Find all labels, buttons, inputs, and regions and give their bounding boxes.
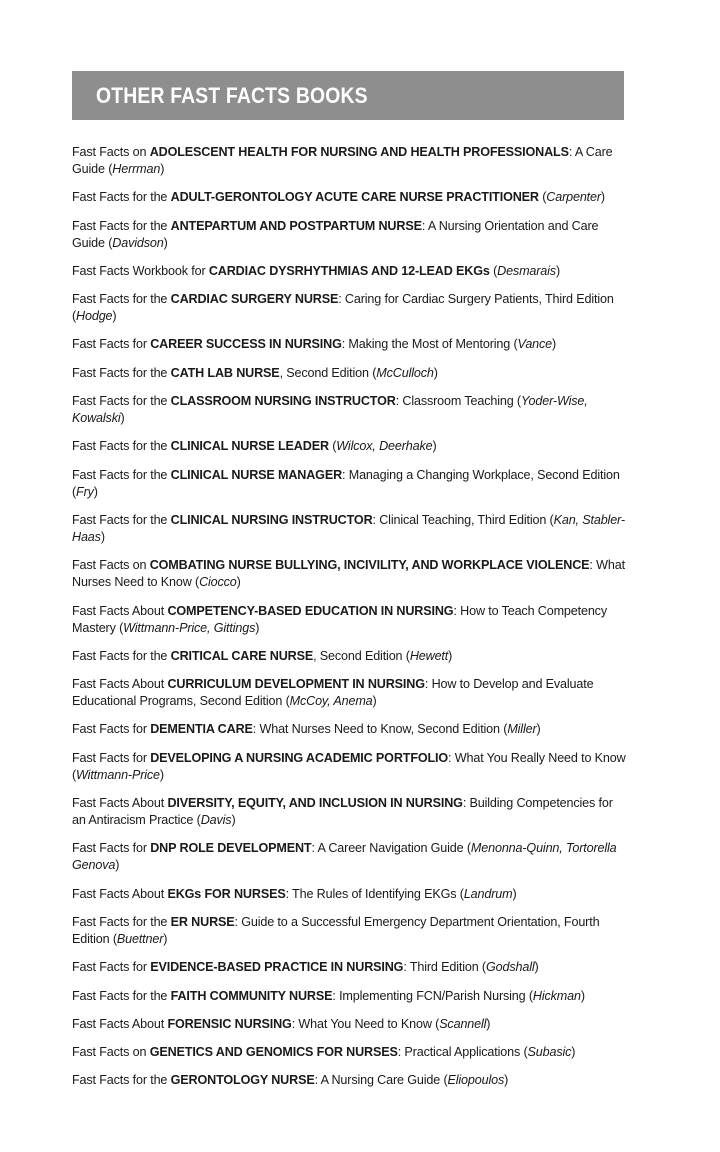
book-item: Fast Facts on ADOLESCENT HEALTH FOR NURSING AND HEALTH PROFESSIONALS: A Care Guide (Herrman)	[72, 145, 613, 176]
book-topic: FAITH COMMUNITY NURSE	[170, 988, 333, 1003]
book-authors: Wilcox, Deerhake	[336, 439, 433, 454]
book-authors: Herrman	[112, 162, 161, 176]
book-item: Fast Facts for the ER NURSE: Guide to a Successful Emergency Department Orientation, Fourth Edition (Buettner)	[72, 914, 600, 946]
book-subtitle: : Managing a Changing Workplace, Second Edition	[342, 467, 620, 482]
book-title-prefix: Fast Facts for the	[72, 914, 171, 929]
book-item: Fast Facts for the CLINICAL NURSE MANAGER: Managing a Changing Workplace, Second Edition (Fry)	[72, 467, 620, 499]
book-subtitle: : Practical Applications	[397, 1045, 521, 1060]
book-authors: Landrum	[463, 886, 513, 901]
book-topic: CURRICULUM DEVELOPMENT IN NURSING	[167, 677, 425, 692]
book-title-prefix: Fast Facts for the	[72, 218, 171, 233]
book-item: Fast Facts for the CARDIAC SURGERY NURSE: Caring for Cardiac Surgery Patients, Third Edition (Hodge)	[72, 292, 614, 324]
book-authors: Yoder-Wise, Kowalski	[72, 394, 588, 426]
book-topic: DNP ROLE DEVELOPMENT	[150, 841, 312, 856]
book-topic: GERONTOLOGY NURSE	[170, 1073, 315, 1088]
book-subtitle: : A Nursing Orientation and Care Guide	[72, 218, 599, 250]
book-item: Fast Facts for the FAITH COMMUNITY NURSE: Implementing FCN/Parish Nursing (Hickman)	[72, 988, 585, 1003]
book-authors: Hickman	[532, 988, 581, 1003]
book-topic: CATH LAB NURSE	[170, 365, 280, 380]
section-title: OTHER FAST FACTS BOOKS	[96, 82, 368, 108]
section-banner	[72, 71, 624, 120]
book-topic: DEVELOPING A NURSING ACADEMIC PORTFOLIO	[150, 750, 449, 765]
book-subtitle: : A Career Navigation Guide	[311, 841, 464, 856]
book-authors: Desmarais	[497, 263, 556, 278]
book-item: Fast Facts on GENETICS AND GENOMICS FOR NURSES: Practical Applications (Subasic)	[72, 1045, 576, 1060]
book-item: Fast Facts About EKGs FOR NURSES: The Rules of Identifying EKGs (Landrum)	[72, 886, 517, 901]
book-title-prefix: Fast Facts for the	[72, 394, 171, 409]
book-subtitle: : What You Really Need to Know	[448, 750, 626, 765]
book-subtitle: , Second Edition	[313, 648, 403, 663]
book-item: Fast Facts for CAREER SUCCESS IN NURSING: Making the Most of Mentoring (Vance)	[72, 337, 557, 352]
book-title-prefix: Fast Facts About	[72, 603, 168, 618]
book-authors: Davidson	[112, 235, 164, 250]
book-item: Fast Facts About DIVERSITY, EQUITY, AND INCLUSION IN NURSING: Building Competencies for an Antiracism Practice (Davis)	[72, 796, 613, 828]
book-title-prefix: Fast Facts on	[72, 558, 150, 573]
book-subtitle: : Classroom Teaching	[395, 394, 514, 409]
book-title-prefix: Fast Facts for	[72, 841, 151, 856]
book-authors: Hewett	[409, 648, 449, 663]
book-title-prefix: Fast Facts for the	[72, 439, 171, 454]
book-subtitle: : What Nurses Need to Know	[72, 558, 625, 590]
book-subtitle: : Third Edition	[403, 960, 479, 975]
book-subtitle: : What Nurses Need to Know, Second Edition	[252, 722, 500, 737]
book-title-prefix: Fast Facts on	[72, 145, 150, 159]
book-title-prefix: Fast Facts for the	[72, 988, 171, 1003]
book-title-prefix: Fast Facts About	[72, 886, 168, 901]
book-title-prefix: Fast Facts About	[72, 1016, 168, 1031]
book-topic: CARDIAC DYSRHYTHMIAS AND 12-LEAD EKGs	[208, 263, 490, 278]
book-title-prefix: Fast Facts Workbook for	[72, 263, 209, 278]
book-list	[72, 144, 628, 1101]
book-item: Fast Facts About CURRICULUM DEVELOPMENT IN NURSING: How to Develop and Evaluate Educational Programs, Second Edition (McCoy, Anema)	[72, 677, 594, 709]
book-authors: Subasic	[527, 1045, 572, 1060]
book-subtitle: : A Nursing Care Guide	[314, 1073, 441, 1088]
book-topic: CLINICAL NURSE LEADER	[170, 439, 329, 454]
book-authors: Davis	[200, 813, 232, 828]
book-item: Fast Facts for the ADULT-GERONTOLOGY ACUTE CARE NURSE PRACTITIONER (Carpenter)	[72, 190, 605, 205]
book-item: Fast Facts for the CLINICAL NURSING INSTRUCTOR: Clinical Teaching, Third Edition (Kan, Stabler-Haas)	[72, 512, 625, 544]
book-authors: Ciocco	[199, 575, 237, 590]
book-subtitle: : Making the Most of Mentoring	[341, 337, 511, 352]
book-subtitle: : What You Need to Know	[291, 1016, 432, 1031]
book-subtitle: : Clinical Teaching, Third Edition	[372, 512, 547, 527]
book-item: Fast Facts for DEMENTIA CARE: What Nurses Need to Know, Second Edition (Miller)	[72, 722, 541, 737]
book-topic: DEMENTIA CARE	[150, 722, 253, 737]
book-topic: COMBATING NURSE BULLYING, INCIVILITY, AND WORKPLACE VIOLENCE	[149, 558, 590, 573]
book-authors: Hodge	[76, 309, 113, 324]
book-title-prefix: Fast Facts for the	[72, 190, 171, 205]
book-title-prefix: Fast Facts for	[72, 960, 151, 975]
book-authors: Wittmann-Price, Gittings	[123, 620, 256, 635]
book-title-prefix: Fast Facts for the	[72, 1073, 171, 1088]
book-topic: ANTEPARTUM AND POSTPARTUM NURSE	[170, 218, 422, 233]
book-topic: ER NURSE	[170, 914, 235, 929]
book-item: Fast Facts About COMPETENCY-BASED EDUCATION IN NURSING: How to Teach Competency Mastery (Wittmann-Price, Gittings)	[72, 603, 607, 635]
book-item: Fast Facts for DNP ROLE DEVELOPMENT: A Career Navigation Guide (Menonna-Quinn, Tortorella Genova)	[72, 841, 617, 873]
book-authors: McCulloch	[376, 365, 434, 380]
book-title-prefix: Fast Facts for the	[72, 292, 171, 307]
book-title-prefix: Fast Facts for	[72, 750, 151, 765]
book-authors: Eliopoulos	[447, 1073, 505, 1088]
book-item: Fast Facts for DEVELOPING A NURSING ACADEMIC PORTFOLIO: What You Really Need to Know (Wittmann-Price)	[72, 750, 626, 782]
book-topic: COMPETENCY-BASED EDUCATION IN NURSING	[167, 603, 454, 618]
book-subtitle: : The Rules of Identifying EKGs	[285, 886, 457, 901]
book-item: Fast Facts for the GERONTOLOGY NURSE: A Nursing Care Guide (Eliopoulos)	[72, 1073, 509, 1088]
book-item: Fast Facts About FORENSIC NURSING: What You Need to Know (Scannell)	[72, 1016, 491, 1031]
book-authors: Kan, Stabler-Haas	[72, 512, 625, 544]
book-topic: GENETICS AND GENOMICS FOR NURSES	[149, 1045, 398, 1060]
book-title-prefix: Fast Facts on	[72, 1045, 150, 1060]
book-subtitle: : A Care Guide	[72, 145, 613, 176]
book-item: Fast Facts on COMBATING NURSE BULLYING, INCIVILITY, AND WORKPLACE VIOLENCE: What Nurses Need to Know (Ciocco)	[72, 558, 625, 590]
book-authors: Scannell	[439, 1016, 487, 1031]
book-title-prefix: Fast Facts for	[72, 337, 151, 352]
book-subtitle: : Implementing FCN/Parish Nursing	[332, 988, 526, 1003]
book-authors: Vance	[517, 337, 553, 352]
book-title-prefix: Fast Facts for the	[72, 365, 171, 380]
book-topic: EVIDENCE-BASED PRACTICE IN NURSING	[150, 960, 404, 975]
book-item: Fast Facts for the CLASSROOM NURSING INSTRUCTOR: Classroom Teaching (Yoder-Wise, Kowalski)	[72, 394, 588, 426]
book-title-prefix: Fast Facts for the	[72, 467, 171, 482]
book-topic: CARDIAC SURGERY NURSE	[170, 292, 339, 307]
book-authors: Carpenter	[546, 190, 601, 205]
book-subtitle: : Building Competencies for an Antiracism Practice	[72, 796, 613, 828]
book-title-prefix: Fast Facts About	[72, 796, 168, 811]
book-authors: Miller	[507, 722, 537, 737]
book-item: Fast Facts for the CLINICAL NURSE LEADER (Wilcox, Deerhake)	[72, 439, 437, 454]
book-title-prefix: Fast Facts for the	[72, 512, 171, 527]
book-subtitle: : How to Teach Competency Mastery	[72, 603, 607, 635]
book-subtitle: : Caring for Cardiac Surgery Patients, Third Edition	[338, 292, 614, 307]
book-topic: FORENSIC NURSING	[167, 1016, 292, 1031]
book-item: Fast Facts for the ANTEPARTUM AND POSTPARTUM NURSE: A Nursing Orientation and Care Guide (Davidson)	[72, 218, 599, 250]
book-authors: Fry	[76, 484, 94, 499]
book-subtitle: : How to Develop and Evaluate Educational Programs, Second Edition	[72, 677, 594, 709]
book-authors: Wittmann-Price	[76, 767, 160, 782]
book-topic: ADULT-GERONTOLOGY ACUTE CARE NURSE PRACTITIONER	[170, 190, 539, 205]
book-topic: EKGs FOR NURSES	[167, 886, 286, 901]
book-authors: Menonna-Quinn, Tortorella Genova	[72, 841, 617, 873]
book-topic: CLINICAL NURSE MANAGER	[170, 467, 343, 482]
book-authors: McCoy, Anema	[289, 694, 373, 709]
book-subtitle: : Guide to a Successful Emergency Department Orientation, Fourth Edition	[72, 914, 600, 946]
book-item: Fast Facts for the CATH LAB NURSE, Second Edition (McCulloch)	[72, 365, 438, 380]
book-title-prefix: Fast Facts About	[72, 677, 168, 692]
book-title-prefix: Fast Facts for the	[72, 648, 171, 663]
book-authors: Godshall	[485, 960, 535, 975]
book-topic: CRITICAL CARE NURSE	[170, 648, 314, 663]
book-topic: CLINICAL NURSING INSTRUCTOR	[170, 512, 373, 527]
book-topic: ADOLESCENT HEALTH FOR NURSING AND HEALTH PROFESSIONALS	[149, 145, 569, 159]
book-authors: Buettner	[116, 931, 164, 946]
book-topic: CAREER SUCCESS IN NURSING	[150, 337, 342, 352]
book-topic: CLASSROOM NURSING INSTRUCTOR	[170, 394, 396, 409]
book-topic: DIVERSITY, EQUITY, AND INCLUSION IN NURSING	[167, 796, 463, 811]
book-item: Fast Facts for the CRITICAL CARE NURSE, Second Edition (Hewett)	[72, 648, 453, 663]
book-item: Fast Facts for EVIDENCE-BASED PRACTICE IN NURSING: Third Edition (Godshall)	[72, 960, 539, 975]
book-title-prefix: Fast Facts for	[72, 722, 151, 737]
book-item: Fast Facts Workbook for CARDIAC DYSRHYTHMIAS AND 12-LEAD EKGs (Desmarais)	[72, 263, 561, 278]
book-subtitle: , Second Edition	[279, 365, 369, 380]
